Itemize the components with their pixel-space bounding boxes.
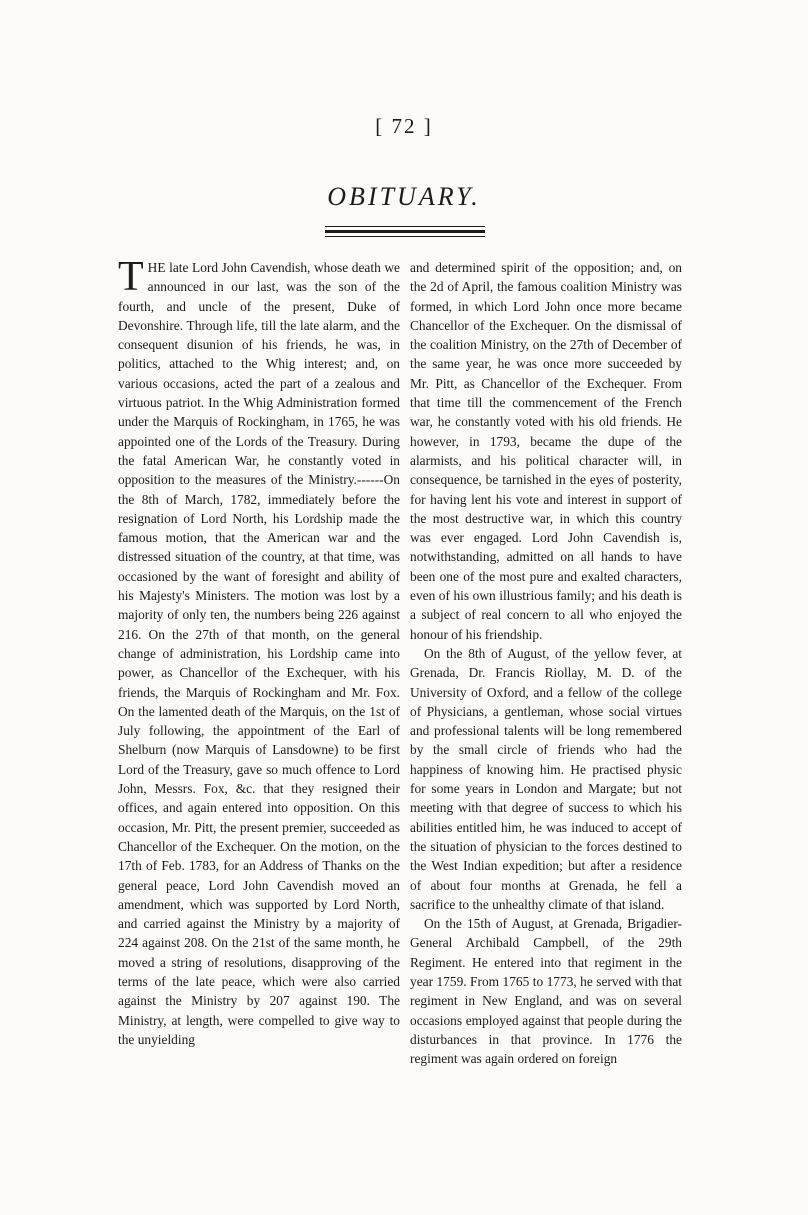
page-title: OBITUARY. [327,182,481,211]
obituary-cavendish-continued: and determined spirit of the opposition; and, on the 2d of April, the famous coalition Ministry was formed, in which Lord John once more became Chancellor of the Exchequer. On the dismissal of the coalition Ministry, on the 27th of December of the same year, he was once more succeeded by Mr. Pitt, as Chancellor of the Exchequer. From that time till the commencement of the French war, he constantly voted with his old friends. He however, in 1793, became the dupe of the alarmists, and his political character will, in consequence, be tarnished in the eyes of posterity, for having lent his vote and interest in support of the most destructive war, in which this country was ever engaged. Lord John Cavendish is, notwithstanding, admitted on all hands to have been one of the most pure and exalted characters, even of his own illustrious family; and his death is a subject of real concern to all who enjoyed the honour of his friendship. [410,260,682,642]
title-rule-thin-bottom [325,236,485,237]
obituary-riollay-paragraph: On the 8th of August, of the yellow fever, at Grenada, Dr. Francis Riollay, M. D. of the University of Oxford, and a fellow of the college of Physicians, a gentleman, whose social virtues and professional talents will be long remembered by the small circle of friends who had the happiness of knowing him. He practised physic for some years in London and Margate; but not meeting with that degree of success to which his abilities entitled him, he was induced to accept of the situation of physician to the forces destined to the West Indian expedition; but after a residence of about four months at Grenada, he fell a sacrifice to the unhealthy climate of that island. [410,645,682,912]
title-rule-thin-top [325,226,485,227]
obituary-campbell-paragraph: On the 15th of August, at Grenada, Brigadier-General Archibald Campbell, of the 29th Regiment. He entered into that regiment in the year 1759. From 1765 to 1773, he served with that regiment in New England, and was on several occasions employed against that people during the disturbances in that province. In 1776 the regiment was again ordered on foreign [410,916,682,1067]
obituary-cavendish-paragraph [118,254,400,1049]
left-column [118,254,400,1049]
page-number: [ 72 ] [375,114,433,138]
paragraph-text: HE late Lord John Cavendish, whose death we announced in our last, was the son of the fourth, and uncle of the present, Duke of Devonshire. Through life, till the late alarm, and the consequent disunion of his friends, he was, in politics, attached to the Whig interest; and, on various occasions, acted the part of a zealous and virtuous patriot. In the Whig Administration formed under the Marquis of Rockingham, in 1765, he was appointed one of the Lords of the Treasury. During the fatal American War, he constantly voted in opposition to the measures of the Ministry.------On the 8th of March, 1782, immediately before the resignation of Lord North, his Lordship made the famous motion, that the American war and the distressed situation of the country, at that time, was occasioned by the want of foresight and ability of his Majesty's Ministers. The motion was lost by a majority of only ten, the numbers being 226 against 216. On the 27th of that month, on the general change of administration, his Lordship came into power, as Chancellor of the Exchequer, with his friends, the Marquis of Rockingham and Mr. Fox. On the lamented death of the Marquis, on the 1st of July following, the appointment of the Earl of Shelburn (now Marquis of Lansdowne) to be first Lord of the Treasury, gave so much offence to Lord John, Messrs. Fox, &c. that they resigned their offices, and again entered into opposition. On this occasion, Mr. Pitt, the present premier, succeeded as Chancellor of the Exchequer. On the motion, on the 17th of Feb. 1783, for an Address of Thanks on the general peace, Lord John Cavendish moved an amendment, which was supported by Lord North, and carried against the Ministry by a majority of 224 against 208. On the 21st of the same month, he moved a string of resolutions, disapproving of the terms of the late peace, which were also carried against the Ministry by 207 against 190. The Ministry, at length, were compelled to give way to the unyielding [118,260,400,1047]
drop-cap: T [118,254,144,300]
right-column [410,258,682,1068]
title-rule-thick [325,230,485,233]
